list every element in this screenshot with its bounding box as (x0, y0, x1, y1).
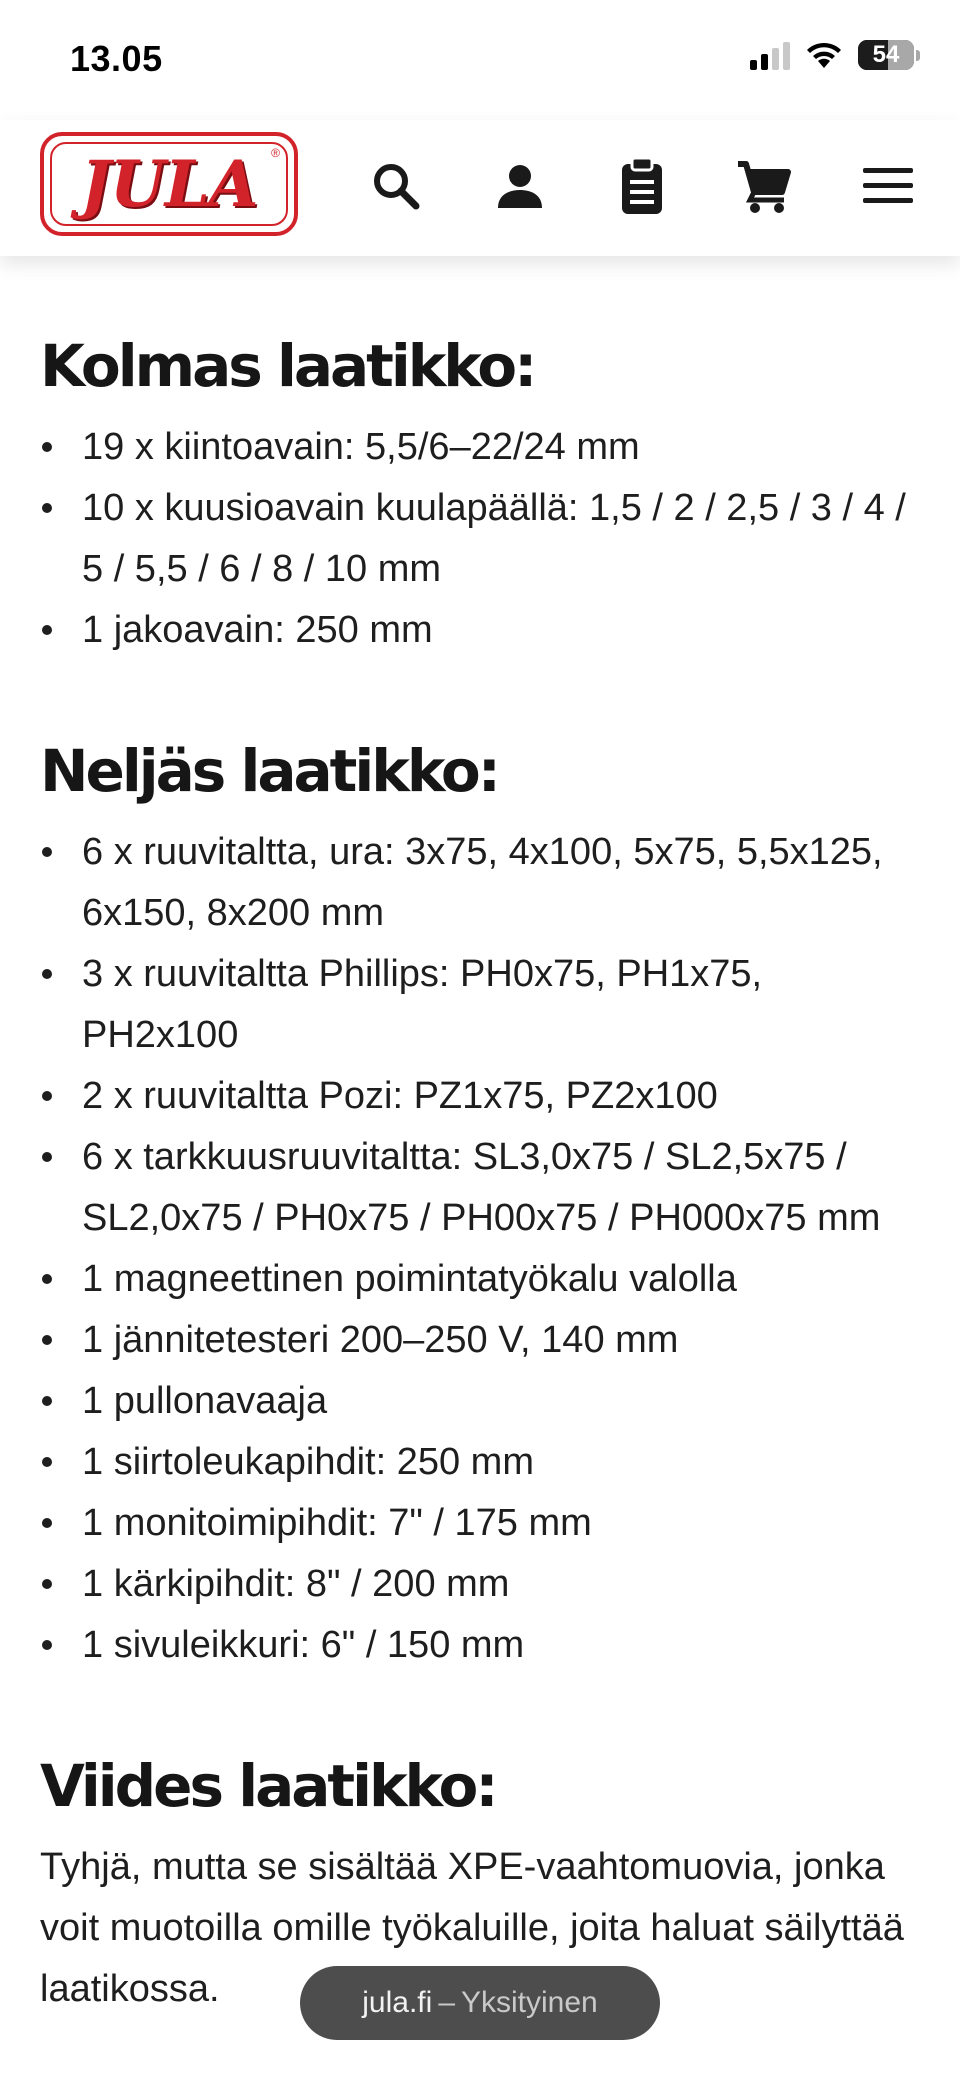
product-description (40, 256, 920, 2020)
browser-private-mode: Yksityinen (461, 1986, 598, 2019)
list-item: 1 kärkipihdit: 8" / 200 mm (40, 1554, 920, 1615)
cellular-signal-icon (750, 40, 790, 70)
list-item: 1 magneettinen poimintatyökalu valolla (40, 1249, 920, 1310)
wifi-icon (804, 40, 844, 70)
list-item: 19 x kiintoavain: 5,5/6–22/24 mm (40, 417, 920, 478)
shopping-list-icon (616, 156, 668, 216)
logo-registered-mark: ® (271, 146, 280, 160)
site-header (0, 120, 960, 256)
logo-text: JULA (80, 146, 258, 222)
browser-address-pill[interactable] (300, 1966, 660, 2040)
status-icons (750, 40, 920, 70)
item-list-kolmas (40, 417, 920, 661)
list-item: 1 pullonavaaja (40, 1371, 920, 1432)
browser-separator: – (438, 1986, 455, 2019)
list-item: 1 monitoimipihdit: 7" / 175 mm (40, 1493, 920, 1554)
cart-button[interactable] (734, 156, 794, 216)
cart-icon (736, 158, 792, 214)
list-item: 6 x tarkkuusruuvitaltta: SL3,0x75 / SL2,5x75 / SL2,0x75 / PH0x75 / PH00x75 / PH000x75 mm (40, 1127, 920, 1249)
section-paragraph-viides: Tyhjä, mutta se sisältää XPE-vaahtomuovia, jonka voit muotoilla omille työkaluille, joita haluat säilyttää laatikossa. (40, 1846, 904, 2010)
battery-level: 54 (872, 41, 900, 68)
section-title-kolmas: Kolmas laatikko: (40, 332, 535, 400)
account-icon (494, 160, 546, 212)
search-icon (370, 160, 422, 212)
account-button[interactable] (490, 156, 550, 216)
status-bar (0, 0, 960, 120)
battery-tip (916, 50, 920, 61)
list-item: 1 jännitetesteri 200–250 V, 140 mm (40, 1310, 920, 1371)
list-item: 1 siirtoleukapihdit: 250 mm (40, 1432, 920, 1493)
section-title-viides: Viides laatikko: (40, 1752, 496, 1820)
list-item: 2 x ruuvitaltta Pozi: PZ1x75, PZ2x100 (40, 1066, 920, 1127)
list-item: 6 x ruuvitaltta, ura: 3x75, 4x100, 5x75, 5,5x125, 6x150, 8x200 mm (40, 822, 920, 944)
battery-icon (858, 40, 914, 70)
menu-button[interactable] (858, 156, 918, 216)
jula-logo[interactable] (40, 132, 298, 236)
item-list-neljas (40, 822, 920, 1676)
list-item: 1 sivuleikkuri: 6" / 150 mm (40, 1615, 920, 1676)
section-title-neljas: Neljäs laatikko: (40, 737, 498, 805)
list-item: 1 jakoavain: 250 mm (40, 600, 920, 661)
list-item: 3 x ruuvitaltta Phillips: PH0x75, PH1x75, PH2x100 (40, 944, 920, 1066)
search-button[interactable] (366, 156, 426, 216)
shopping-list-button[interactable] (612, 156, 672, 216)
list-item: 10 x kuusioavain kuulapäällä: 1,5 / 2 / 2,5 / 3 / 4 / 5 / 5,5 / 6 / 8 / 10 mm (40, 478, 920, 600)
status-time: 13.05 (70, 38, 163, 79)
menu-icon (863, 166, 913, 206)
browser-domain: jula.fi (362, 1986, 433, 2019)
